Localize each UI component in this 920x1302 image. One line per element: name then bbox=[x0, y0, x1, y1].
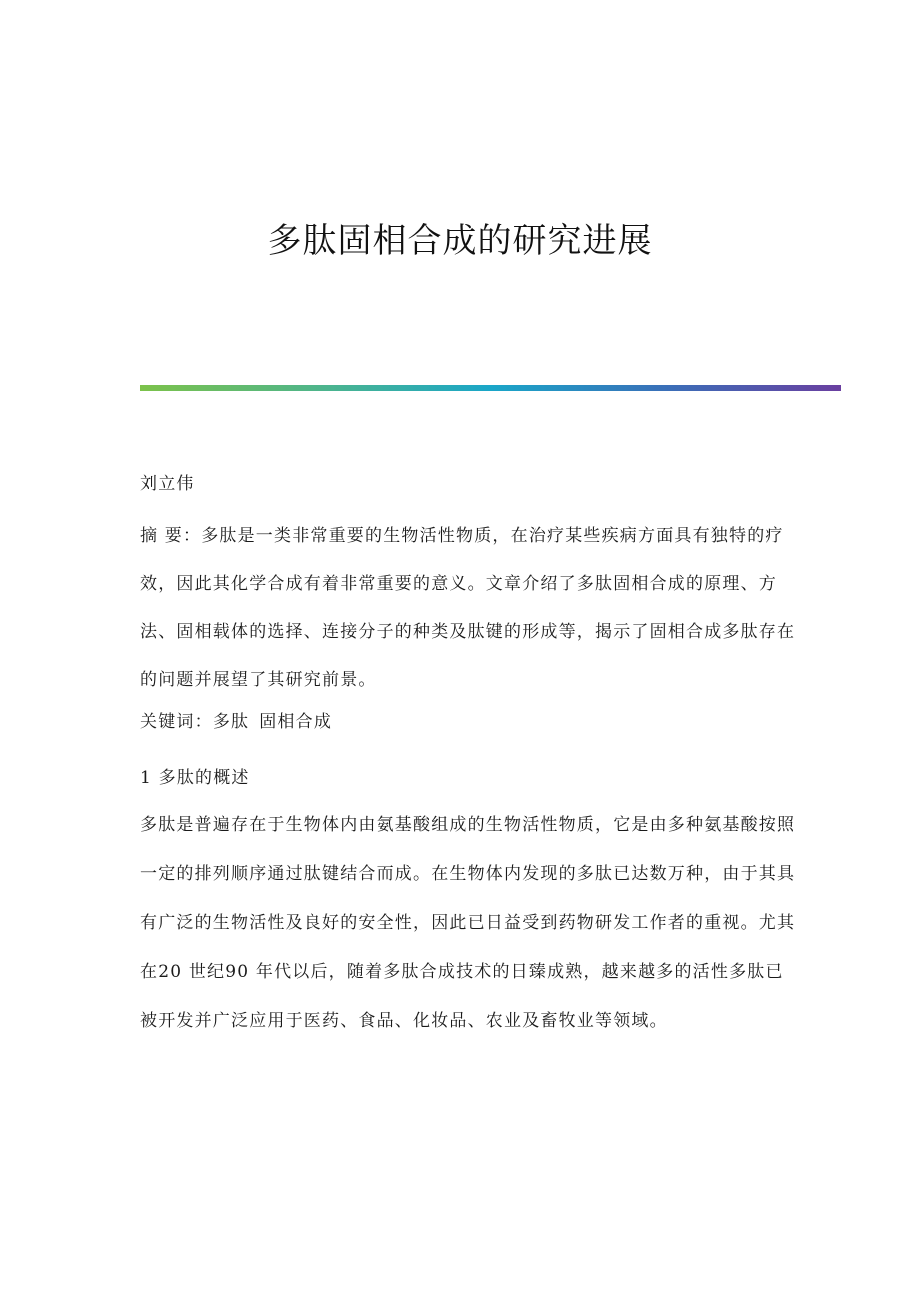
keyword-item: 固相合成 bbox=[259, 712, 333, 732]
title-divider bbox=[140, 385, 841, 391]
document-body bbox=[140, 470, 800, 1046]
keyword-item: 多肽 bbox=[212, 712, 250, 732]
abstract-paragraph: 摘 要：多肽是一类非常重要的生物活性物质，在治疗某些疾病方面具有独特的疗效，因此其化学合成有着非常重要的意义。文章介绍了多肽固相合成的原理、方法、固相载体的选择、连接分子的种类及肽键的形成等，揭示了固相合成多肽存在的问题并展望了其研究前景。 bbox=[140, 526, 796, 690]
keywords-line bbox=[140, 708, 800, 737]
section-heading: 1 多肽的概述 bbox=[140, 768, 250, 788]
author-name: 刘立伟 bbox=[140, 474, 195, 494]
section-paragraph: 多肽是普遍存在于生物体内由氨基酸组成的生物活性物质，它是由多种氨基酸按照一定的排列顺序通过肽键结合而成。在生物体内发现的多肽已达数万种，由于其具有广泛的生物活性及良好的安全性，因此已日益受到药物研发工作者的重视。尤其在20 世纪90 年代以后，随着多肽合成技术的日臻成熟，越来越多的活性多肽已被开发并广泛应用于医药、食品、化妆品、农业及畜牧业等领域。 bbox=[140, 815, 796, 1031]
keywords-label: 关键词： bbox=[140, 712, 213, 732]
document-title: 多肽固相合成的研究进展 bbox=[267, 221, 653, 261]
